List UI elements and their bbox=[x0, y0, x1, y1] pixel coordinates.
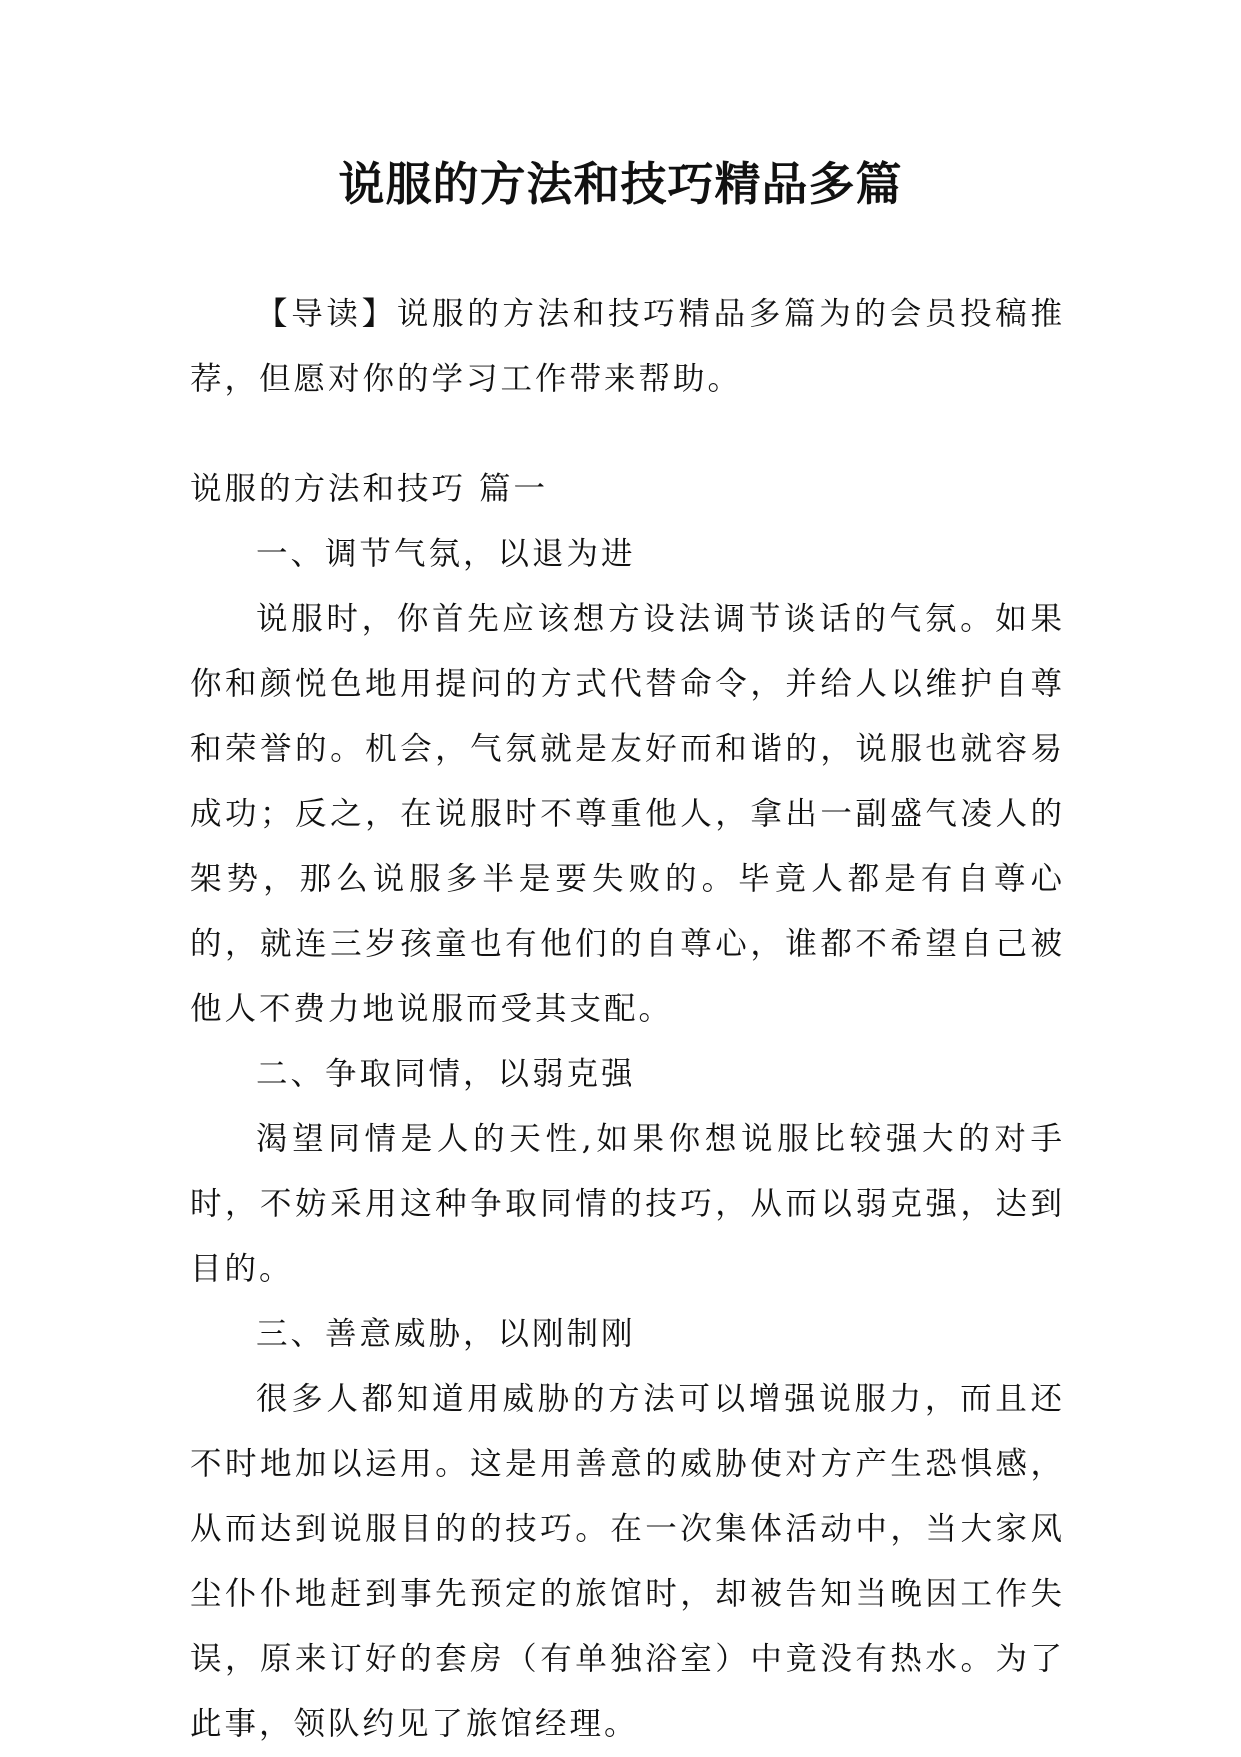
intro-block bbox=[190, 282, 1065, 412]
subheading-3: 三、善意威胁，以刚制刚 bbox=[256, 1316, 636, 1352]
body-paragraph-2: 渴望同情是人的天性,如果你想说服比较强大的对手时，不妨采用这种争取同情的技巧，从而以弱克强，达到目的。 bbox=[190, 1121, 1065, 1287]
body-paragraph-3: 很多人都知道用威胁的方法可以增强说服力，而且还不时地加以运用。这是用善意的威胁使对方产生恐惧感，从而达到说服目的的技巧。在一次集体活动中，当大家风尘仆仆地赶到事先预定的旅馆时，却被告知当晚因工作失误，原来订好的套房（有单独浴室）中竟没有热水。为了此事，领队约见了旅馆经理。 bbox=[190, 1381, 1065, 1742]
section-block bbox=[190, 457, 1065, 1757]
intro-paragraph: 【导读】说服的方法和技巧精品多篇为的会员投稿推荐，但愿对你的学习工作带来帮助。 bbox=[190, 296, 1065, 397]
subheading-2: 二、争取同情，以弱克强 bbox=[256, 1056, 636, 1092]
document-title: 说服的方法和技巧精品多篇 bbox=[338, 157, 903, 211]
body-paragraph-1: 说服时，你首先应该想方设法调节谈话的气氛。如果你和颜悦色地用提问的方式代替命令，并给人以维护自尊和荣誉的。机会，气氛就是友好而和谐的，说服也就容易成功；反之，在说服时不尊重他人，拿出一副盛气凌人的架势，那么说服多半是要失败的。毕竟人都是有自尊心的，就连三岁孩童也有他们的自尊心，谁都不希望自己被他人不费力地说服而受其支配。 bbox=[190, 601, 1065, 1027]
subheading-1: 一、调节气氛，以退为进 bbox=[256, 536, 636, 572]
section-heading: 说服的方法和技巧 篇一 bbox=[190, 471, 549, 507]
